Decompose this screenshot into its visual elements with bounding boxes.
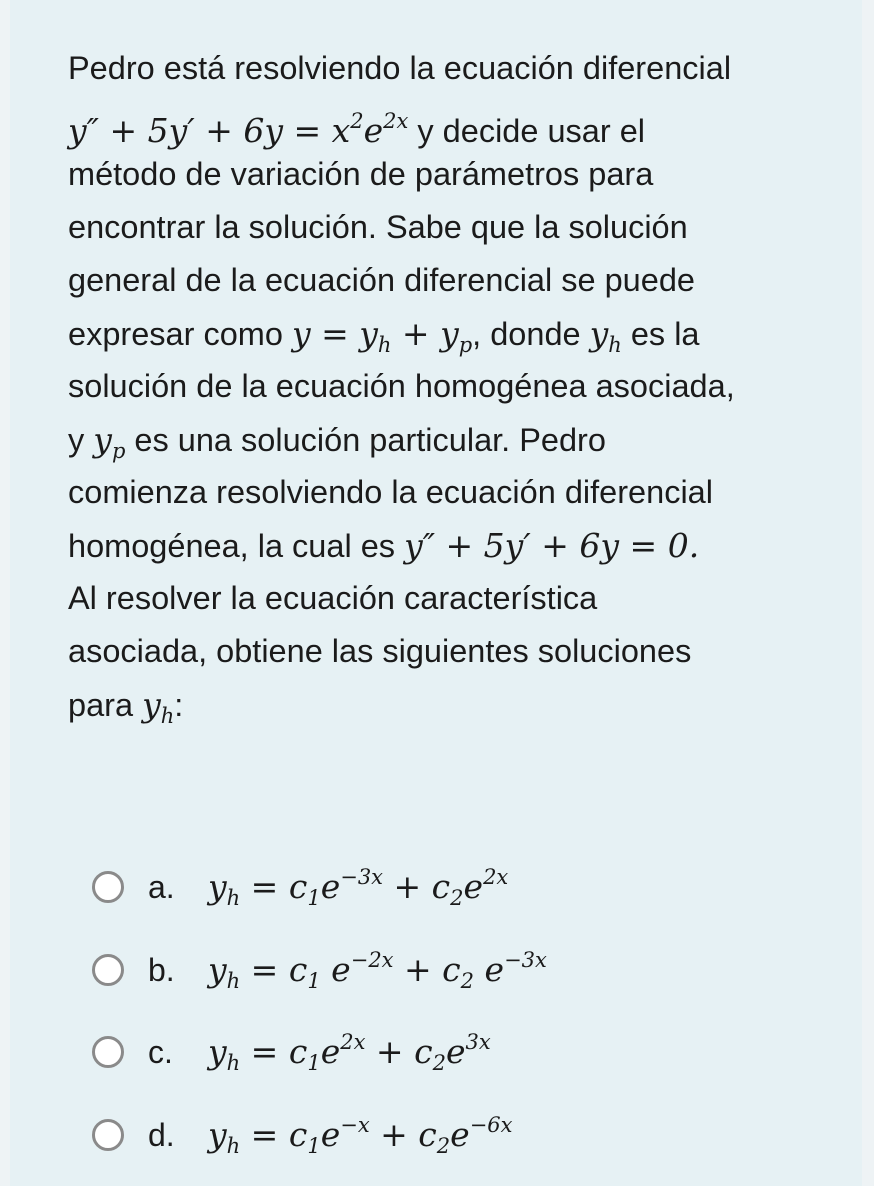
option-b[interactable] — [92, 940, 547, 1000]
math-segment: = c — [240, 949, 308, 989]
radio-button[interactable] — [92, 1119, 124, 1151]
question-text-segment: expresar como — [68, 316, 292, 352]
math-segment: p — [111, 439, 126, 463]
question-line — [68, 519, 735, 572]
math-segment: −6x — [469, 1112, 513, 1137]
math-segment: 2 — [432, 1050, 446, 1075]
math-segment: h — [226, 1050, 241, 1075]
question-text-segment: asociada, obtiene las siguientes soluciones — [68, 633, 692, 669]
question-text-segment: es la — [621, 316, 700, 352]
math-segment: e — [363, 111, 384, 150]
math-segment: h — [608, 333, 622, 357]
radio-button[interactable] — [92, 871, 124, 903]
math-segment: y — [208, 866, 227, 906]
question-text-segment: Al resolver la ecuación característica — [68, 580, 598, 616]
math-segment: h — [226, 885, 241, 910]
question-line — [68, 466, 735, 519]
math-segment: + c — [393, 949, 461, 989]
math-segment: y — [208, 1114, 227, 1154]
math-segment: + c — [383, 866, 451, 906]
math-segment: e — [320, 1114, 341, 1154]
math-segment: y″ + 5y′ + 6y = 0. — [404, 526, 700, 565]
math-segment: = c — [240, 1114, 308, 1154]
option-a[interactable] — [92, 857, 508, 917]
question-line — [68, 201, 735, 254]
math-segment: y — [208, 949, 227, 989]
question-line — [68, 360, 735, 413]
question-line — [68, 625, 735, 678]
math-segment: 3x — [465, 1029, 491, 1054]
math-segment: e — [320, 1031, 341, 1071]
math-segment: + c — [369, 1114, 437, 1154]
question-line — [68, 413, 735, 466]
math-segment: e — [450, 1114, 470, 1154]
math-segment: −3x — [340, 864, 384, 889]
question-text-segment: general de la ecuación diferencial se puede — [68, 262, 695, 298]
math-segment: 1 — [307, 968, 321, 993]
math-segment: 1 — [307, 1050, 321, 1075]
math-segment: y — [93, 420, 112, 459]
math-segment: h — [377, 333, 392, 357]
option-d[interactable] — [92, 1105, 513, 1165]
math-segment: 2x — [483, 864, 509, 889]
math-segment: e — [320, 866, 341, 906]
math-segment: e — [474, 949, 505, 989]
question-text-segment: , donde — [472, 316, 590, 352]
math-segment: y — [142, 685, 161, 724]
question-line — [68, 95, 735, 148]
question-text — [68, 42, 735, 731]
question-line — [68, 148, 735, 201]
math-segment: 2 — [436, 1133, 451, 1158]
radio-button[interactable] — [92, 954, 124, 986]
math-segment: = c — [240, 866, 308, 906]
math-segment: y = y — [291, 314, 378, 353]
math-segment: −x — [340, 1112, 370, 1137]
question-text-segment: comienza resolviendo la ecuación diferencial — [68, 474, 713, 510]
question-text-segment: y — [68, 422, 94, 458]
math-segment: y″ + 5y′ + 6y = x — [68, 111, 351, 150]
question-text-segment: solución de la ecuación homogénea asociada, — [68, 368, 735, 404]
math-segment: 1 — [307, 885, 321, 910]
question-text-segment: método de variación de parámetros para — [68, 156, 654, 192]
option-c[interactable] — [92, 1022, 491, 1082]
option-label: c. — [148, 1033, 173, 1070]
math-segment: e — [445, 1031, 466, 1071]
math-segment: h — [226, 1133, 241, 1158]
question-line — [68, 572, 735, 625]
option-formula — [208, 865, 508, 910]
option-formula — [208, 1030, 491, 1075]
math-segment: + c — [365, 1031, 433, 1071]
math-segment: −2x — [350, 947, 394, 972]
math-segment: h — [160, 704, 175, 728]
option-label: d. — [148, 1116, 175, 1153]
math-segment: 2 — [450, 885, 464, 910]
math-segment: + y — [391, 314, 459, 353]
math-segment: 2x — [340, 1029, 366, 1054]
option-label: a. — [148, 868, 175, 905]
math-segment: −3x — [504, 947, 547, 972]
question-line — [68, 254, 735, 307]
question-text-segment: homogénea, la cual es — [68, 528, 405, 564]
question-line — [68, 678, 735, 731]
math-segment: p — [458, 333, 473, 357]
question-line — [68, 307, 735, 360]
option-formula — [208, 948, 547, 993]
question-text-segment: y decide usar el — [408, 113, 646, 149]
math-segment: 1 — [307, 1133, 321, 1158]
radio-button[interactable] — [92, 1036, 124, 1068]
question-text-segment: Pedro está resolviendo la ecuación diferencial — [68, 50, 732, 86]
question-text-segment: es una solución particular. Pedro — [125, 422, 606, 458]
math-segment: 2x — [383, 109, 409, 133]
math-segment: = c — [240, 1031, 308, 1071]
option-formula — [208, 1113, 513, 1158]
math-segment: 2 — [460, 968, 475, 993]
math-segment: y — [589, 314, 609, 353]
question-text-segment: para — [68, 687, 143, 723]
question-text-segment: : — [174, 687, 184, 723]
math-segment: 2 — [350, 109, 364, 133]
math-segment: y — [208, 1031, 227, 1071]
question-text-segment: encontrar la solución. Sabe que la solución — [68, 209, 688, 245]
question-line — [68, 42, 735, 95]
math-segment: e — [463, 866, 484, 906]
question-card — [10, 0, 862, 1186]
math-segment: h — [226, 968, 241, 993]
option-label: b. — [148, 951, 175, 988]
math-segment: e — [320, 949, 351, 989]
